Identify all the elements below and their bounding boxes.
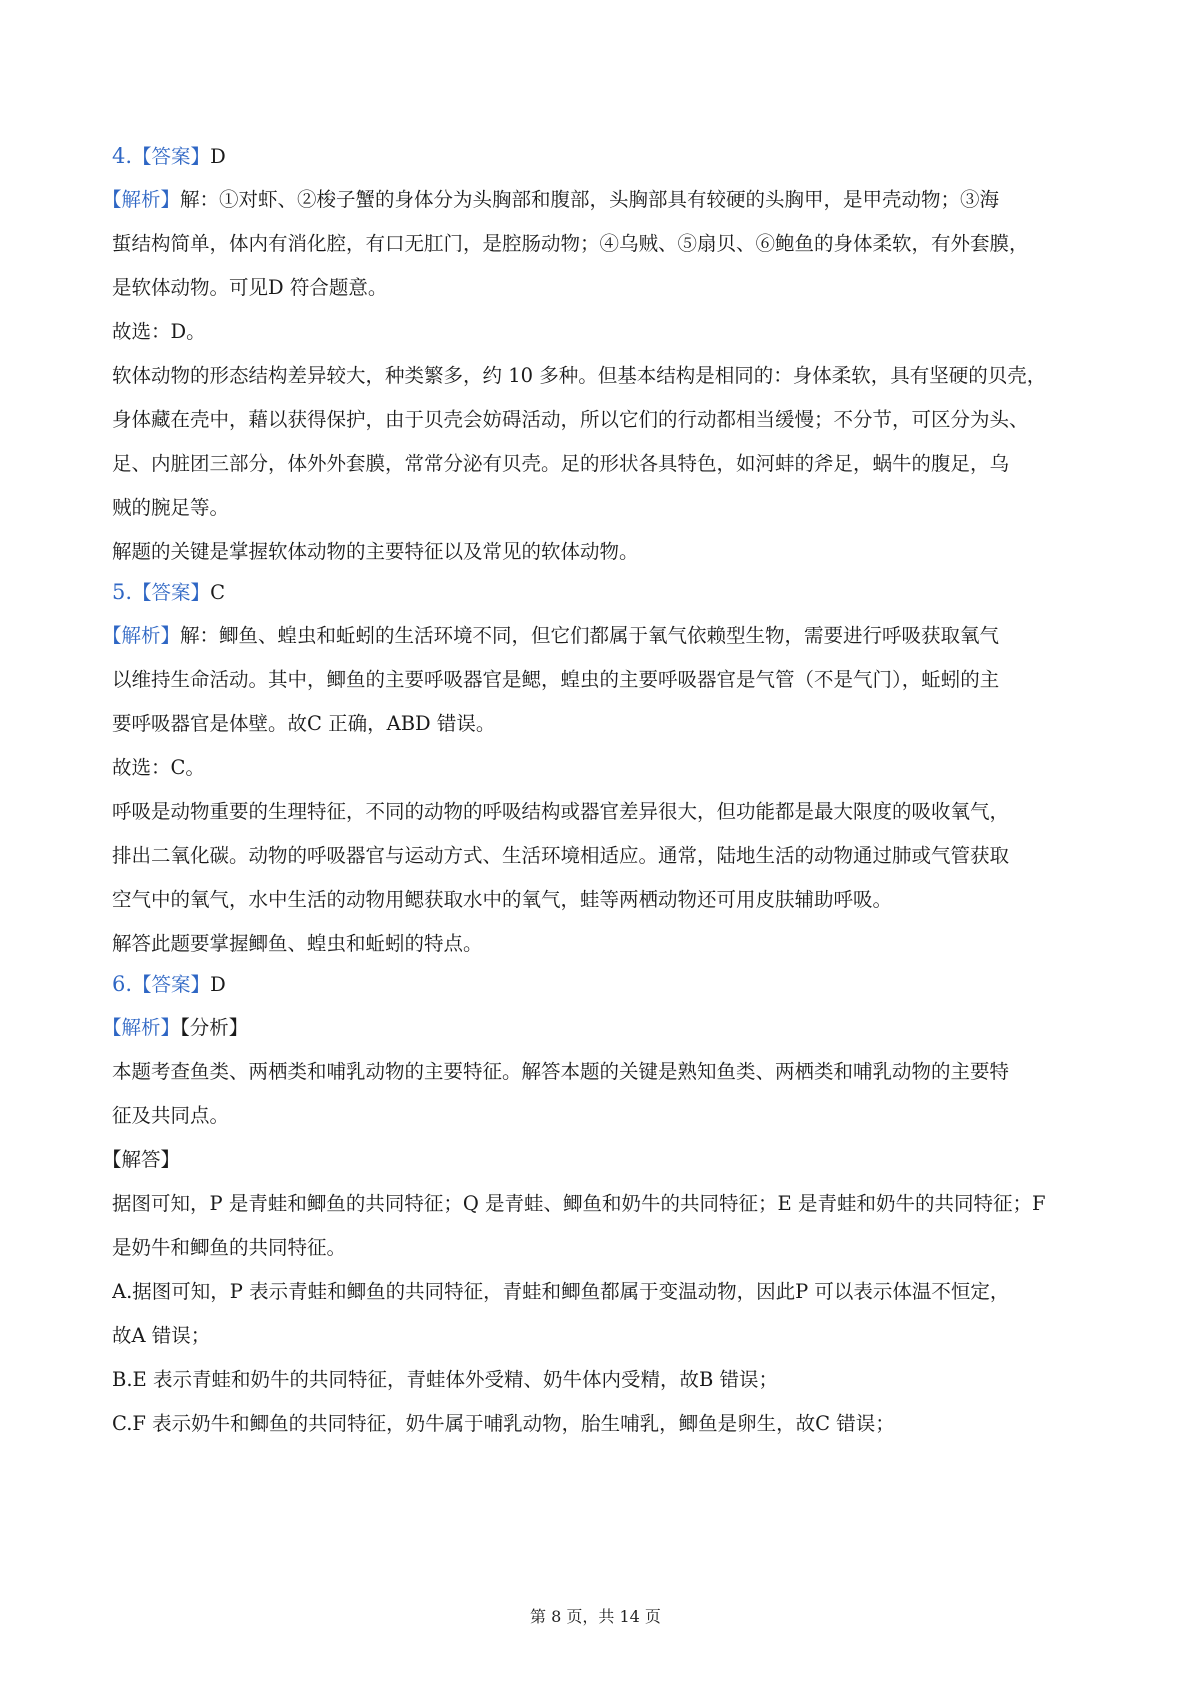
q6-answer-line (112, 970, 1102, 999)
q6-analysis-line-1: 本题考查鱼类、两栖类和哺乳动物的主要特征。解答本题的关键是熟知鱼类、两栖类和哺乳动物的主要特 (112, 1060, 1010, 1083)
q6-analysis-tag: 【解析】 (102, 1016, 181, 1039)
q6-solution-line-2: 是奶牛和鲫鱼的共同特征。 (112, 1236, 347, 1259)
q5-analysis-line-1 (102, 622, 1092, 650)
q4-key-point: 解题的关键是掌握软体动物的主要特征以及常见的软体动物。 (112, 540, 639, 563)
q5-analysis-text-1: 解：鲫鱼、蝗虫和蚯蚓的生活环境不同，但它们都属于氧气依赖型生物，需要进行呼吸获取氧气 (180, 624, 1000, 647)
q4-explain-line-3: 足、内脏团三部分，体外外套膜，常常分泌有贝壳。足的形状各具特色，如河蚌的斧足，蜗牛的腹足，乌 (112, 452, 1010, 475)
q6-option-a-line-1: A.据图可知，P 表示青蛙和鲫鱼的共同特征，青蛙和鲫鱼都属于变温动物，因此P 可以表示体温不恒定， (112, 1280, 1010, 1303)
q5-analysis-line-2: 以维持生命活动。其中，鲫鱼的主要呼吸器官是鳃，蝗虫的主要呼吸器官是气管（不是气门），蚯蚓的主 (112, 668, 1000, 691)
q5-answer: C (210, 581, 225, 604)
q6-option-a-line-2: 故A 错误； (112, 1324, 211, 1347)
q6-analysis-line-2: 征及共同点。 (112, 1104, 230, 1127)
q5-answer-tag: 【答案】 (132, 581, 211, 604)
q5-answer-line (112, 578, 1102, 607)
q4-analysis-line-1 (102, 186, 1092, 214)
q4-analysis-line-2: 蜇结构简单，体内有消化腔，有口无肛门，是腔肠动物；④乌贼、⑤扇贝、⑥鲍鱼的身体柔软，有外套膜， (112, 232, 1029, 255)
q4-answer-line (112, 142, 1102, 171)
q6-answer-tag: 【答案】 (132, 973, 211, 996)
q6-answer: D (210, 973, 226, 996)
q5-analysis-line-3: 要呼吸器官是体壁。故C 正确，ABD 错误。 (112, 712, 496, 735)
q5-key-point: 解答此题要掌握鲫鱼、蝗虫和蚯蚓的特点。 (112, 932, 483, 955)
q5-explain-line-1: 呼吸是动物重要的生理特征，不同的动物的呼吸结构或器官差异很大，但功能都是最大限度的吸收氧气， (112, 800, 1010, 823)
q5-explain-line-2: 排出二氧化碳。动物的呼吸器官与运动方式、生活环境相适应。通常，陆地生活的动物通过肺或气管获取 (112, 844, 1010, 867)
q4-analysis-tag: 【解析】 (102, 188, 181, 211)
q6-solution-line-1: 据图可知，P 是青蛙和鲫鱼的共同特征；Q 是青蛙、鲫鱼和奶牛的共同特征；E 是青蛙和奶牛的共同特征；F (112, 1192, 1046, 1215)
q4-answer-tag: 【答案】 (132, 145, 211, 168)
q4-analysis-text-1: 解：①对虾、②梭子蟹的身体分为头胸部和腹部，头胸部具有较硬的头胸甲，是甲壳动物；③海 (180, 188, 1000, 211)
q5-explain-line-3: 空气中的氧气，水中生活的动物用鳃获取水中的氧气，蛙等两栖动物还可用皮肤辅助呼吸。 (112, 888, 893, 911)
q4-analysis-line-3: 是软体动物。可见D 符合题意。 (112, 276, 388, 299)
q4-explain-line-1: 软体动物的形态结构差异较大，种类繁多，约 10 多种。但基本结构是相同的：身体柔软，具有坚硬的贝壳， (112, 364, 1047, 387)
q4-explain-line-2: 身体藏在壳中，藉以获得保护，由于贝壳会妨碍活动，所以它们的行动都相当缓慢；不分节，可区分为头、 (112, 408, 1029, 431)
q4-explain-line-4: 贼的腕足等。 (112, 496, 230, 519)
q5-analysis-tag: 【解析】 (102, 624, 181, 647)
q4-answer: D (210, 145, 226, 168)
q5-number: 5. (112, 580, 133, 604)
q4-choice-line: 故选：D。 (112, 320, 206, 343)
q6-fenxi-tag: 【分析】 (180, 1016, 249, 1039)
q6-number: 6. (112, 972, 133, 996)
q6-jieda-tag: 【解答】 (102, 1148, 181, 1171)
q4-number: 4. (112, 144, 133, 168)
q6-option-c: C.F 表示奶牛和鲫鱼的共同特征，奶牛属于哺乳动物，胎生哺乳，鲫鱼是卵生，故C 错误； (112, 1412, 895, 1435)
q5-choice-line: 故选：C。 (112, 756, 205, 779)
q6-analysis-header (102, 1014, 1092, 1042)
page-footer: 第 8 页，共 14 页 (530, 1607, 661, 1626)
q6-option-b: B.E 表示青蛙和奶牛的共同特征，青蛙体外受精、奶牛体内受精，故B 错误； (112, 1368, 778, 1391)
